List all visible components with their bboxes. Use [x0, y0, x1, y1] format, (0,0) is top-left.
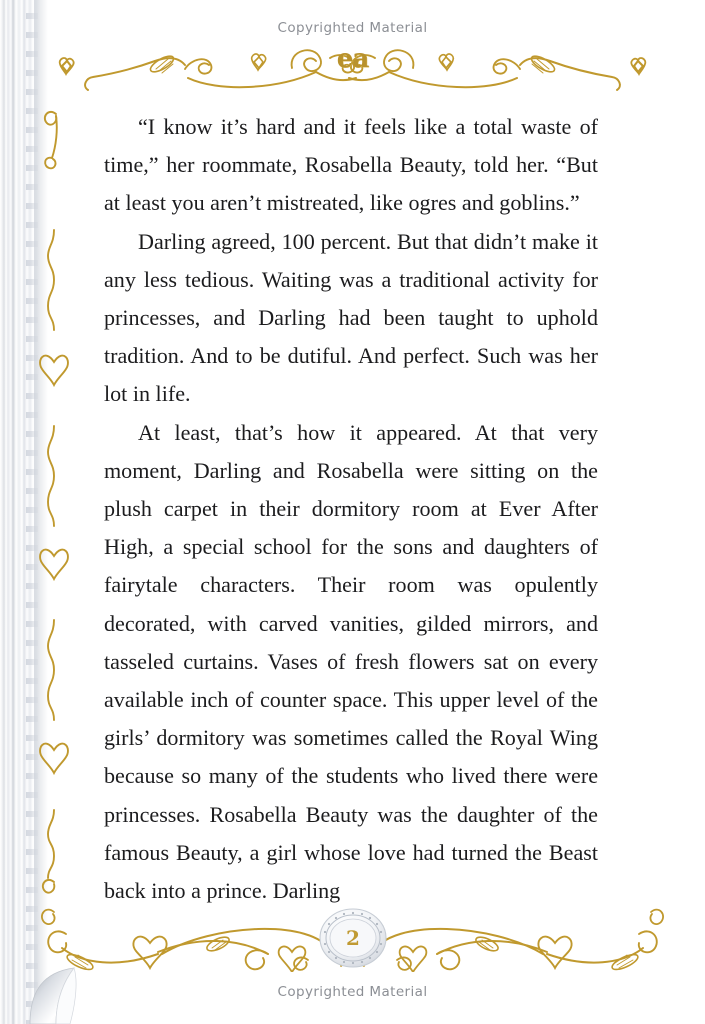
ever-after-monogram: ea [336, 44, 369, 74]
paragraph: At least, that’s how it appeared. At that very moment, Darling and Rosabella were sitting on the plush carpet in their dormitory room at Ever After High, a special school for the sons and daughters of fairytale characters. Their room was opulently decorated, with carved vanities, gilded mirrors, and tasseled curtains. Vases of fresh flowers sat on every available inch of counter space. This upper level of the girls’ dormitory was sometimes called the Royal Wing because so many of the students who lived there were princesses. Rosabella Beauty was the daughter of the famous Beauty, a girl whose love had turned the Beast back into a prince. Darling [104, 419, 598, 904]
side-margin-ornament [34, 100, 74, 900]
page-curl-corner [26, 950, 100, 1024]
paragraph: “I know it’s hard and it feels like a total waste of time,” her roommate, Rosabella Beauty, told her. “But at least you aren’t mistreated, like ogres and goblins.” [104, 114, 598, 216]
copyright-watermark-top: Copyrighted Material [277, 20, 428, 36]
copyright-watermark-bottom: Copyrighted Material [277, 984, 428, 1000]
page-number: 2 [346, 926, 360, 950]
body-text [104, 108, 598, 910]
paragraph: Darling agreed, 100 percent. But that didn’t make it any less tedious. Waiting was a traditional activity for princesses, and Darling had been taught to uphold tradition. And to be dutiful. And perfect. Such was her lot in life. [104, 228, 598, 407]
